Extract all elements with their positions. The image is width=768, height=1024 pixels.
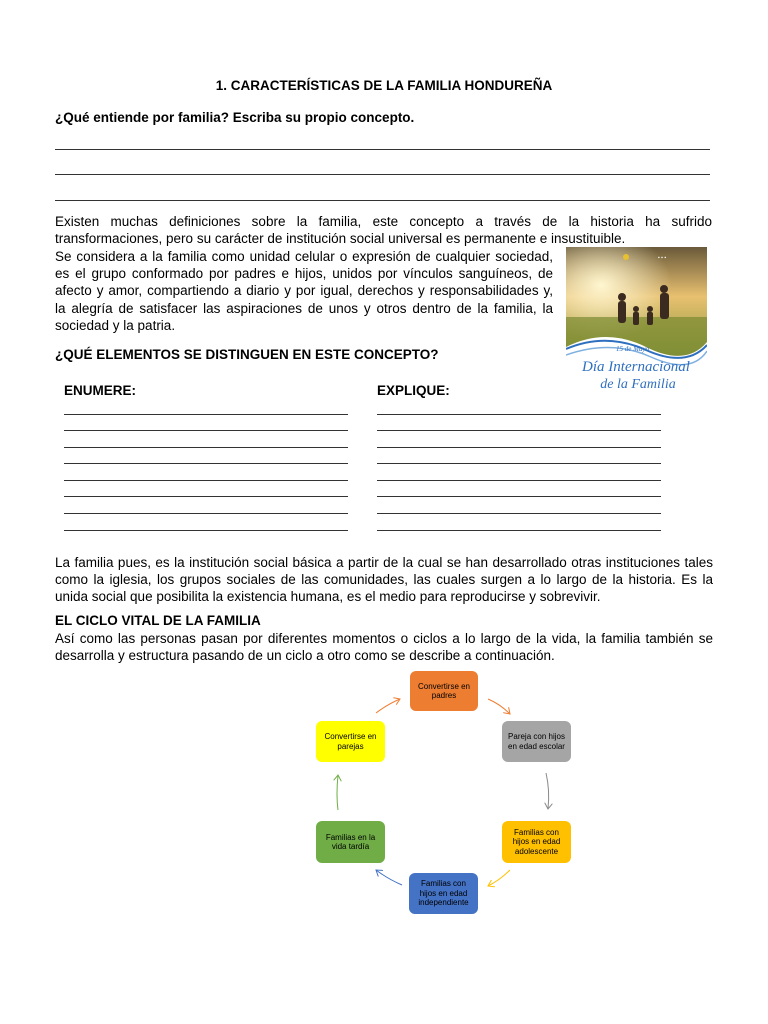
enumere-line[interactable] [64, 463, 348, 464]
cycle-node-school-children: Pareja con hijos en edad escolar [502, 721, 571, 762]
cycle-node-couples: Convertirse en parejas [316, 721, 385, 762]
cycle-node-parents: Convertirse en padres [410, 671, 478, 711]
enumere-line[interactable] [64, 430, 348, 431]
cycle-node-late-life: Familias en la vida tardía [316, 821, 385, 863]
enumere-line[interactable] [64, 513, 348, 514]
svg-text:▪ ▪ ▪: ▪ ▪ ▪ [658, 255, 667, 261]
paragraph-definitions: Existen muchas definiciones sobre la familia, este concepto a través de la historia ha sufrido transformaciones, pero su carácter de institución social universal es permanente e insustituible. [55, 214, 712, 247]
answer-line[interactable] [55, 200, 710, 201]
image-title-line1: Día Internacional [582, 359, 690, 375]
section-title-life-cycle: EL CICLO VITAL DE LA FAMILIA [55, 613, 261, 628]
paragraph-life-cycle: Así como las personas pasan por diferentes momentos o ciclos a lo largo de la vida, la familia también se desarrolla y estructura pasando de un ciclo a otro como se describe a continuación. [55, 631, 713, 664]
paragraph-basic-institution: La familia pues, es la institución social básica a partir de la cual se han desarrollado otras instituciones tales como la iglesia, los grupos sociales de las comunidades, las cuales surgen a lo largo de la historia. Es la unida social que posibilita la existencia humana, es el medio para reproducirse y sobrevivir. [55, 555, 713, 605]
answer-line[interactable] [55, 149, 710, 150]
explique-line[interactable] [377, 463, 661, 464]
enumere-heading: ENUMERE: [64, 383, 137, 398]
explique-line[interactable] [377, 496, 661, 497]
enumere-line[interactable] [64, 480, 348, 481]
explique-line[interactable] [377, 447, 661, 448]
explique-line[interactable] [377, 530, 661, 531]
explique-heading: EXPLIQUE: [377, 383, 450, 398]
arrow-icon [337, 775, 338, 810]
arrow-icon [376, 699, 400, 713]
page-heading: 1. CARACTERÍSTICAS DE LA FAMILIA HONDUREÑA [215, 78, 553, 93]
image-date-text: 15 de Mayo [616, 345, 650, 353]
explique-line[interactable] [377, 430, 661, 431]
family-day-image [566, 247, 707, 393]
image-title-line2: de la Familia [600, 377, 676, 392]
explique-line[interactable] [377, 513, 661, 514]
enumere-line[interactable] [64, 496, 348, 497]
enumere-line[interactable] [64, 447, 348, 448]
explique-line[interactable] [377, 414, 661, 415]
cycle-node-independent-children: Familias con hijos en edad independiente [409, 873, 478, 914]
enumere-line[interactable] [64, 530, 348, 531]
answer-line[interactable] [55, 174, 710, 175]
question-family-concept: ¿Qué entiende por familia? Escriba su propio concepto. [55, 110, 415, 125]
arrow-icon [376, 870, 402, 885]
arrow-icon [488, 699, 510, 714]
explique-line[interactable] [377, 480, 661, 481]
question-elements: ¿QUÉ ELEMENTOS SE DISTINGUEN EN ESTE CONCEPTO? [55, 347, 439, 362]
arrow-icon [488, 870, 510, 886]
paragraph-family-unit: Se considera a la familia como unidad celular o expresión de cualquier sociedad, es el grupo conformado por padres e hijos, unidos por vínculos sanguíneos, de afecto y amor, compartiendo a diario y por igual, derechos y responsabilidades y, la alegría de satisfacer las aspiraciones de unos y otros dentro de la familia, la sociedad y la patria. [55, 249, 553, 333]
enumere-line[interactable] [64, 414, 348, 415]
arrow-icon [546, 773, 549, 809]
family-day-illustration [566, 247, 707, 393]
cycle-node-adolescent-children: Familias con hijos en edad adolescente [502, 821, 571, 863]
